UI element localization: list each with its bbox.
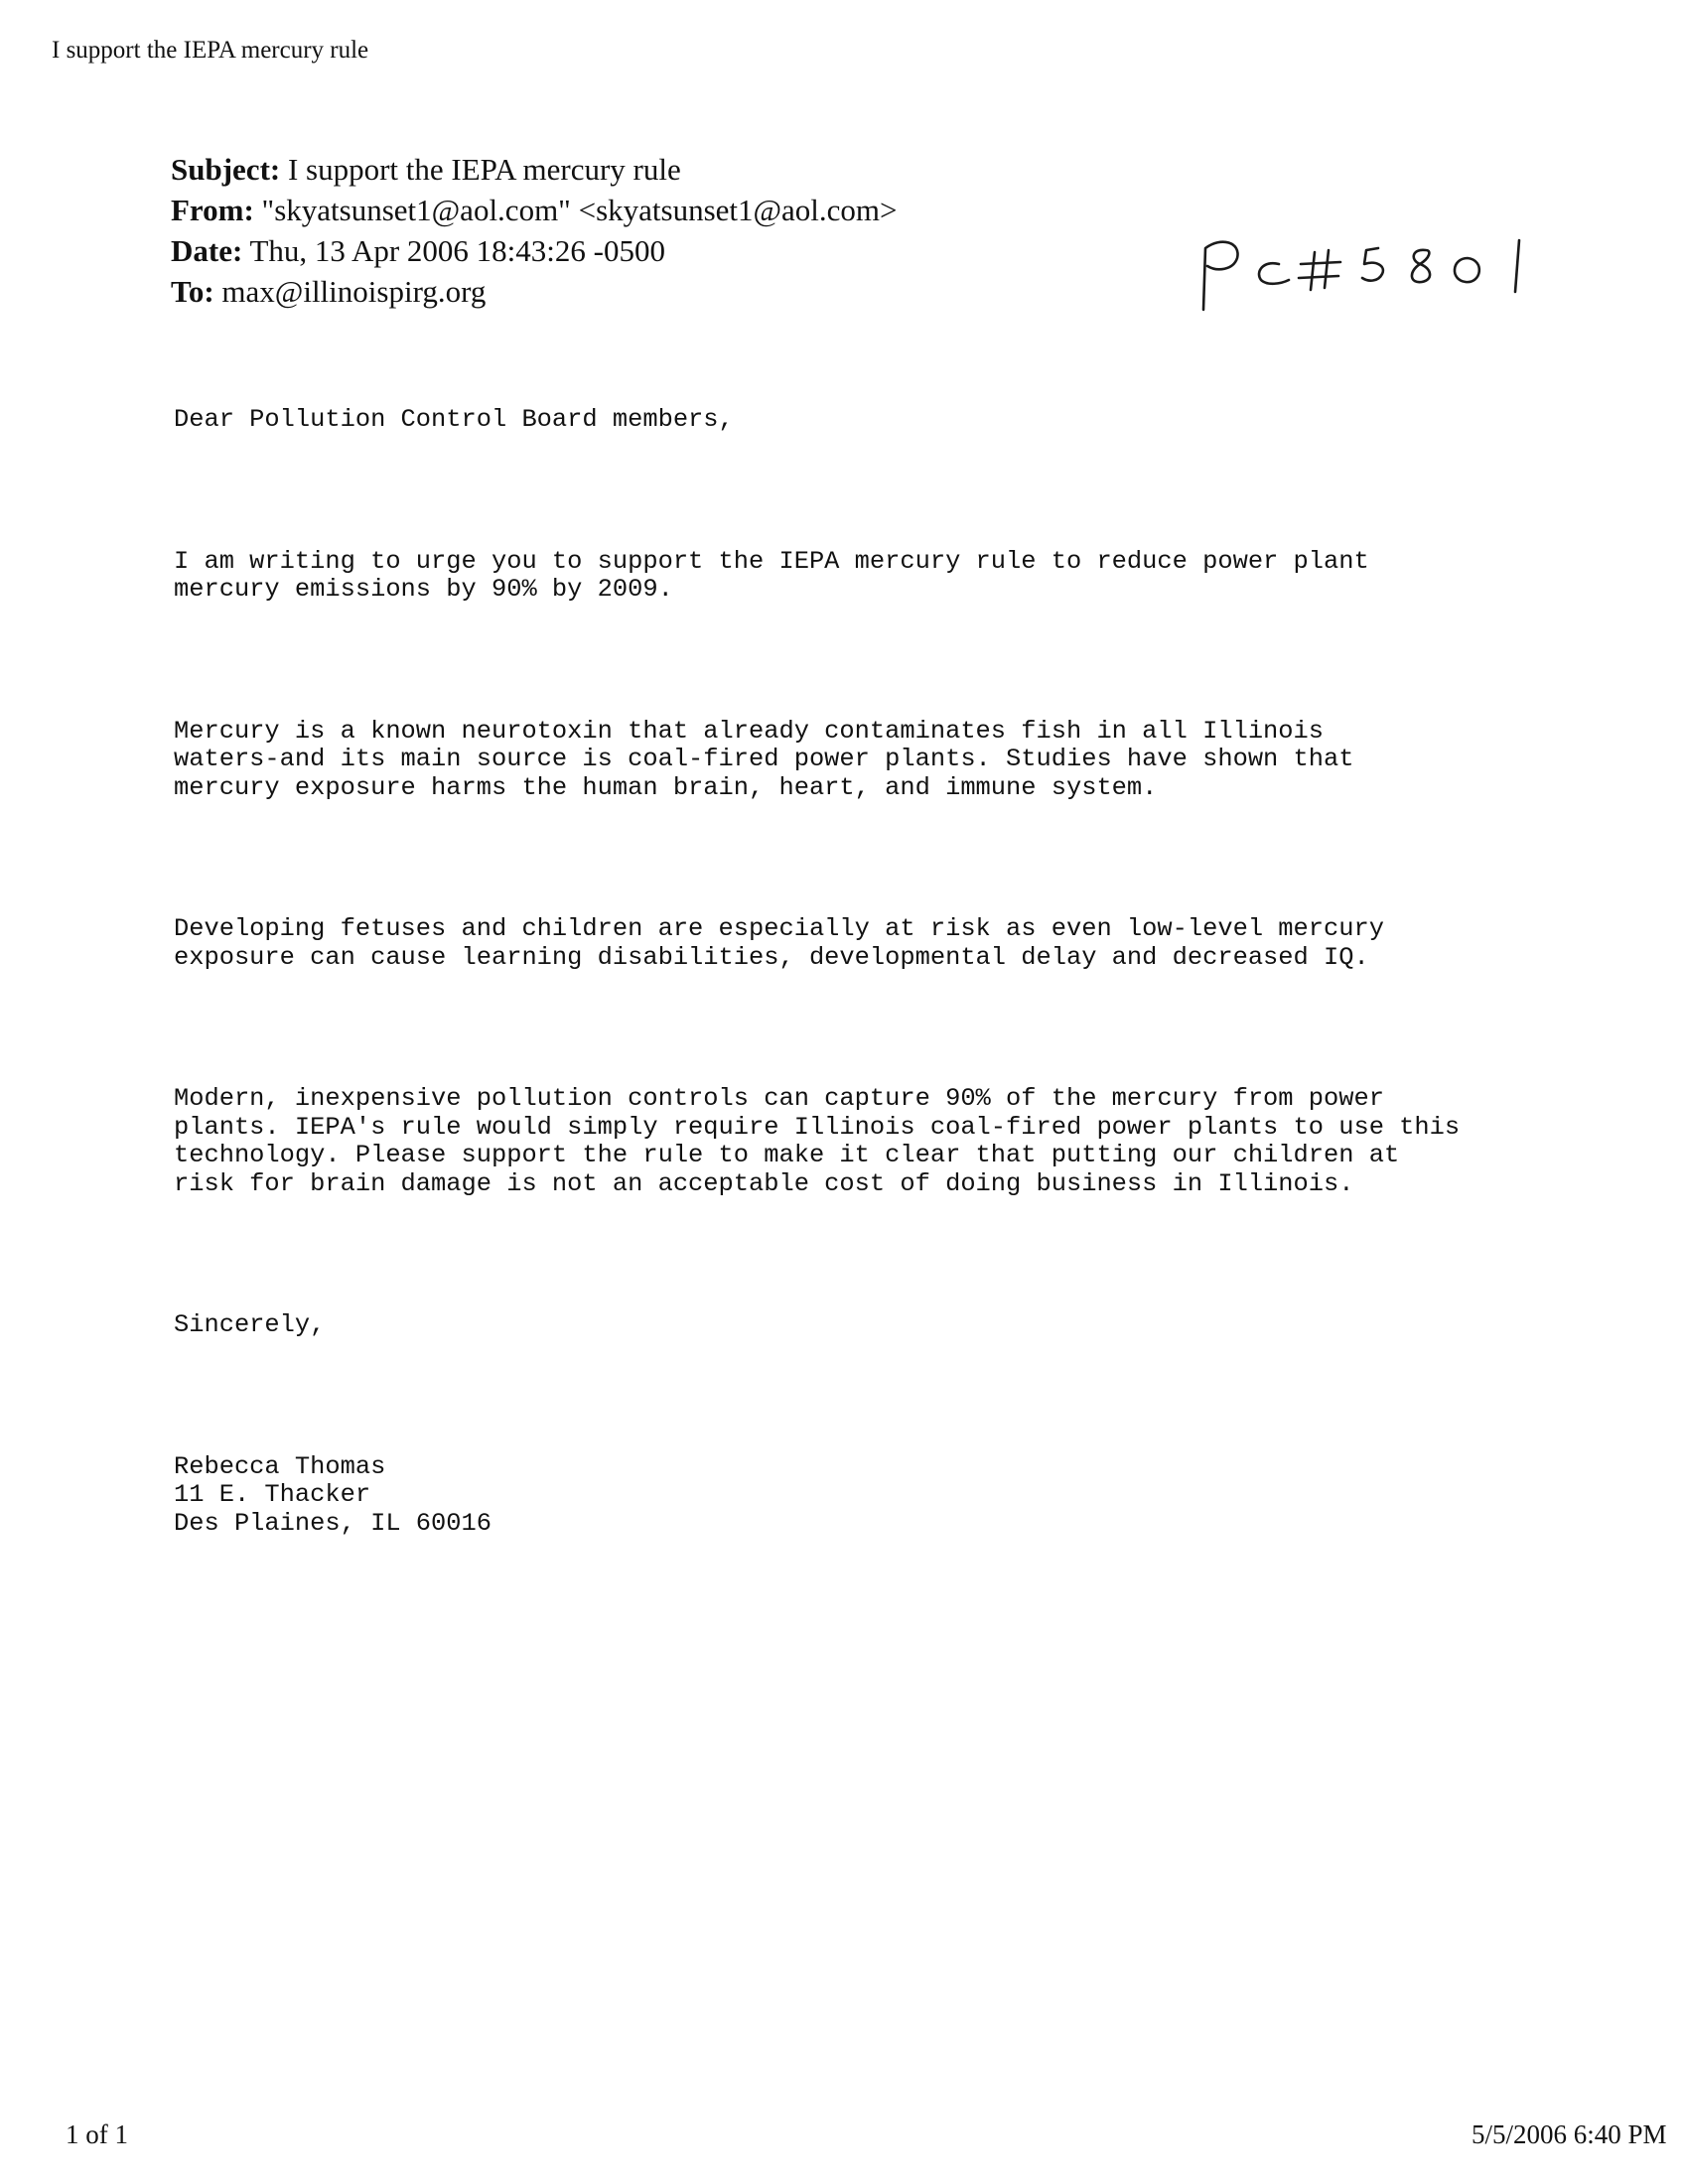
letter-body [174, 349, 1604, 1594]
salutation [174, 406, 1604, 435]
paragraph-4 [174, 1085, 1604, 1198]
paragraph-line: Mercury is a known neurotoxin that already contaminates fish in all Illinois [174, 716, 1325, 746]
paragraph-line: Developing fetuses and children are especially at risk as even low-level mercury [174, 914, 1384, 943]
to-value: max@illinoispirg.org [221, 274, 487, 309]
from-value: "skyatsunset1@aol.com" <skyatsunset1@aol.com> [261, 193, 898, 227]
to-row [171, 271, 898, 312]
paragraph-line: waters-and its main source is coal-fired power plants. Studies have shown that [174, 745, 1354, 773]
print-header-title: I support the IEPA mercury rule [52, 37, 369, 64]
date-value: Thu, 13 Apr 2006 18:43:26 -0500 [249, 233, 665, 268]
signature-street: 11 E. Thacker [174, 1480, 371, 1509]
closing [174, 1311, 1604, 1340]
paragraph-line: risk for brain damage is not an acceptable cost of doing business in Illinois. [174, 1168, 1354, 1198]
paragraph-line: technology. Please support the rule to make it clear that putting our children at [174, 1141, 1400, 1169]
print-timestamp: 5/5/2006 6:40 PM [1472, 2119, 1667, 2149]
paragraph-line: Modern, inexpensive pollution controls can capture 90% of the mercury from power [174, 1084, 1384, 1113]
paragraph-line: plants. IEPA's rule would simply require Illinois coal-fired power plants to use this [174, 1112, 1461, 1142]
signature-block [174, 1453, 1604, 1539]
from-label: From: [171, 193, 254, 227]
email-headers [171, 149, 898, 312]
handwritten-pc-number-mark [1192, 230, 1539, 320]
salutation-line: Dear Pollution Control Board members, [174, 405, 734, 434]
subject-value: I support the IEPA mercury rule [287, 152, 681, 187]
date-label: Date: [171, 233, 243, 268]
paragraph-line: I am writing to urge you to support the IEPA mercury rule to reduce power plant [174, 546, 1369, 576]
from-row [171, 190, 898, 230]
subject-row [171, 149, 898, 190]
paragraph-1 [174, 548, 1604, 605]
signature-city: Des Plaines, IL 60016 [174, 1508, 491, 1538]
paragraph-line: exposure can cause learning disabilities, developmental delay and decreased IQ. [174, 942, 1369, 972]
to-label: To: [171, 274, 214, 309]
subject-label: Subject: [171, 152, 281, 187]
paragraph-line: mercury emissions by 90% by 2009. [174, 575, 673, 604]
paragraph-line: mercury exposure harms the human brain, heart, and immune system. [174, 772, 1158, 802]
signature-name: Rebecca Thomas [174, 1451, 386, 1481]
closing-line: Sincerely, [174, 1310, 326, 1339]
date-row [171, 230, 898, 271]
paragraph-3 [174, 915, 1604, 972]
paragraph-2 [174, 718, 1604, 803]
page-count: 1 of 1 [66, 2119, 128, 2149]
